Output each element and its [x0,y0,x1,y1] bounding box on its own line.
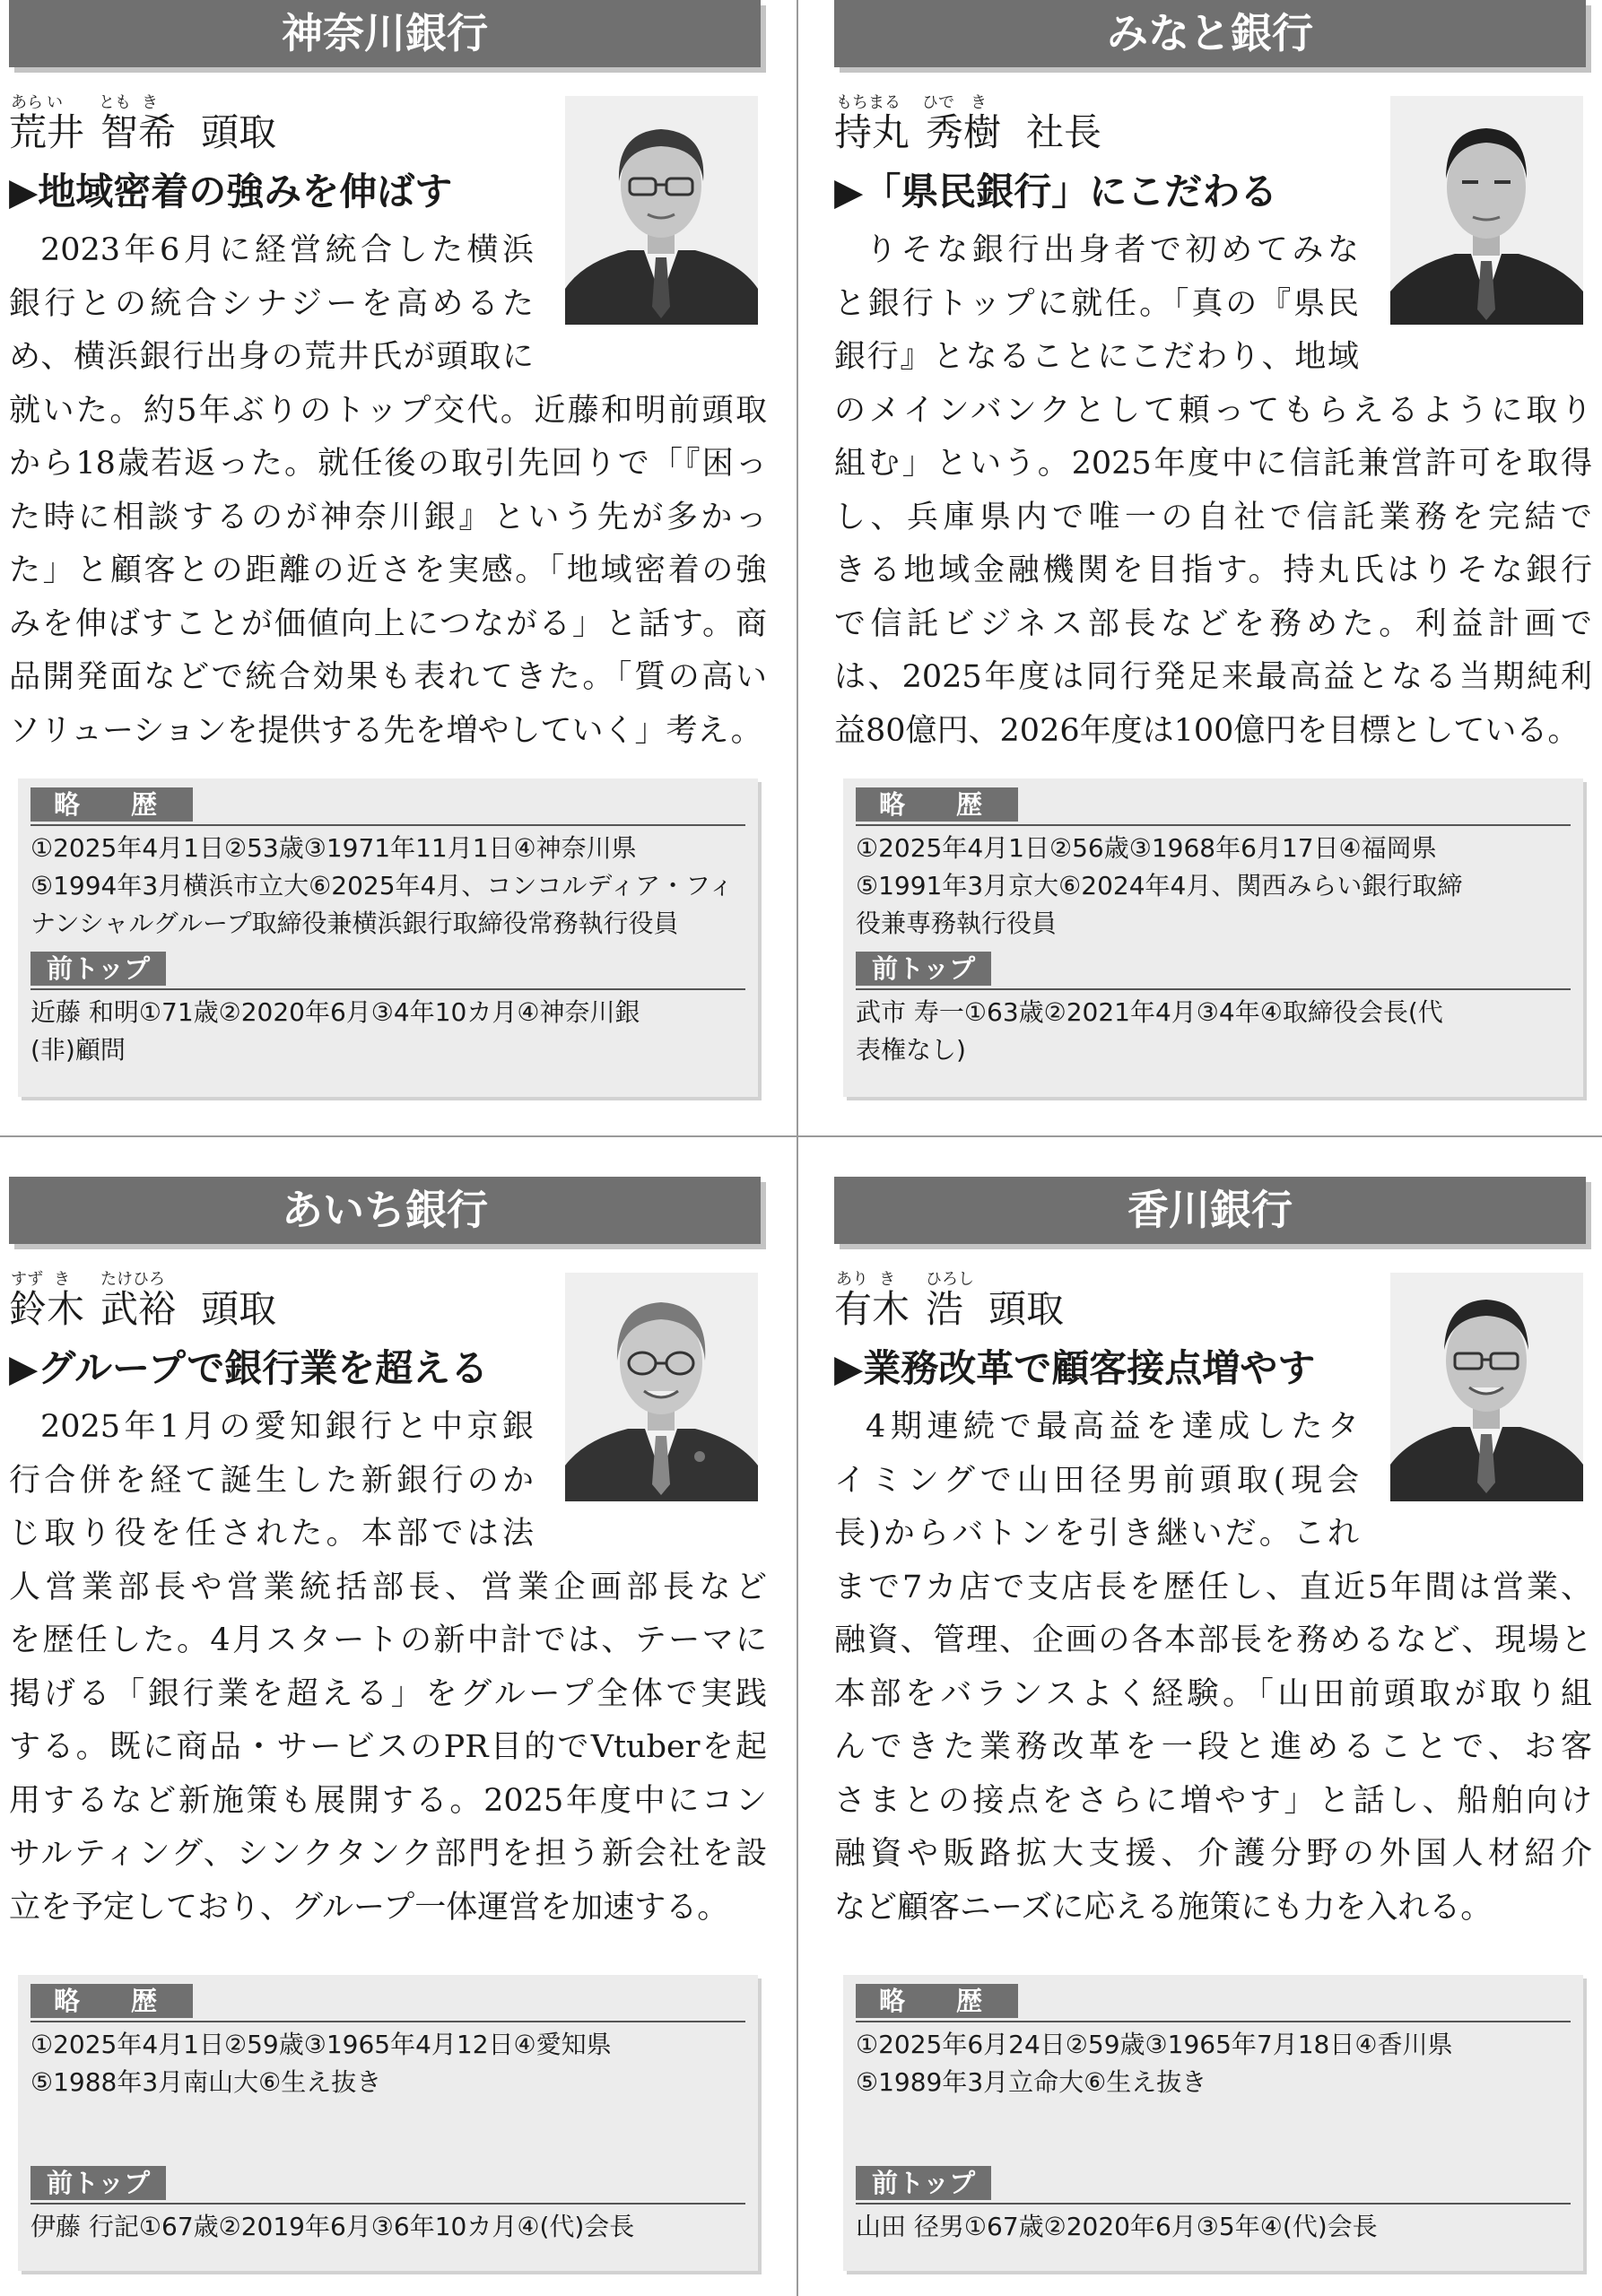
spacer [856,2101,1571,2157]
article-body [834,1401,1592,1935]
article-body [834,224,1592,758]
bank-profile-kagawa [834,1177,1592,2284]
body-line: め、横浜銀行出身の荒井氏が頭取に [9,339,534,375]
body-line: 2025年1月の愛知銀行と中京銀 [40,1409,534,1445]
prev-top-line: 伊藤 行記①67歳②2019年6月③6年10カ月④(代)会長 [30,2212,635,2241]
body-line: ソリューションを提供する先を増やしていく」考え。 [9,712,762,749]
ruby-text: ひろし [926,1270,974,1289]
job-title: 社長 [1026,110,1102,154]
body-line: さまとの接点をさらに増やす」と話し、船舶向け [834,1782,1592,1819]
body-line: で信託ビジネス部長などを務めた。利益計画で [834,605,1592,642]
surname: 有木 [834,1287,910,1331]
spacer [30,2101,745,2157]
career-label: 略 歴 [856,787,1018,822]
career-line: 役兼専務執行役員 [856,909,1058,938]
divider [856,988,1571,990]
career-box [18,778,758,1097]
prev-top-line: (非)顧問 [30,1035,126,1065]
career-box [843,778,1583,1097]
body-line: 人営業部長や営業統括部長、営業企画部長など [9,1569,767,1605]
ruby-text: き [142,93,158,112]
prev-top-line: 山田 径男①67歳②2020年6月③5年④(代)会長 [856,2212,1378,2241]
body-line: 就いた。約5年ぶりのトップ交代。近藤和明前頭取 [9,392,767,429]
body-line: んできた業務改革を一段と進めることで、お客 [834,1729,1592,1765]
headline: ▶業務改革で顧客接点増やす [834,1346,1316,1390]
body-line: 4期連続で最高益を達成したタ [866,1409,1359,1445]
body-line: 益80億円、2026年度は100億円を目標としている。 [834,712,1580,749]
career-box [18,1975,758,2271]
body-line: から18歳若返った。就任後の取引先回りで「『困っ [9,446,767,482]
career-line: ①2025年4月1日②59歳③1965年4月12日④愛知県 [30,2030,612,2059]
prev-top-label: 前トップ [30,2166,166,2200]
prev-top-label: 前トップ [30,952,166,986]
prev-top-line: 武市 寿一①63歳②2021年4月③4年④取締役会長(代 [856,997,1443,1027]
body-line: する。既に商品・サービスのPR目的でVtuberを起 [9,1729,767,1765]
body-line: 融資や販路拡大支援、介護分野の外国人材紹介 [834,1836,1592,1872]
career-label: 略 歴 [30,1984,193,2018]
divider [30,2021,745,2022]
prev-top-label: 前トップ [856,2166,991,2200]
name-reading [836,1266,1374,1289]
given-name: 浩 [926,1287,964,1331]
prev-top-line: 近藤 和明①71歳②2020年6月③4年10カ月④神奈川銀 [30,997,640,1027]
body-line: 掲げる「銀行業を超える」をグループ全体で実践 [9,1675,767,1712]
given-name: 武裕 [100,1287,177,1331]
ruby-text: あら [11,93,43,112]
body-line: イミングで山田径男前頭取(現会 [834,1462,1359,1499]
career-line: ⑤1989年3月立命大⑥生え抜き [856,2067,1207,2097]
body-line: た時に相談するのが神奈川銀』という先が多かっ [9,499,767,535]
given-name: 智希 [100,110,177,154]
ruby-text: もちまる [836,93,901,112]
name-reading [11,90,549,112]
name-reading [11,1266,549,1289]
executive-name [834,109,1101,156]
ruby-text: とも [99,93,131,112]
body-line: など顧客ニーズに応える施策にも力を入れる。 [834,1889,1493,1926]
divider [30,2203,745,2205]
ruby-text: き [879,1270,895,1289]
article-body [9,1401,767,1935]
body-line: りそな銀行出身者で初めてみな [866,232,1359,268]
body-line: サルティング、シンクタンク部門を担う新会社を設 [9,1836,767,1872]
name-reading [836,90,1374,112]
body-line: 組む」という。2025年度中に信託兼営許可を取得 [834,446,1592,482]
body-line: 銀行との統合シナジーを高めるた [9,285,534,322]
headline: ▶地域密着の強みを伸ばす [9,170,453,213]
bank-profile-kanagawa [9,0,767,1108]
bank-profile-minato [834,0,1592,1108]
row-divider [0,1135,1602,1137]
ruby-text: き [971,93,987,112]
career-line: ①2025年4月1日②53歳③1971年11月1日④神奈川県 [30,833,637,863]
career-line: ⑤1994年3月横浜市立大⑥2025年4月、コンコルディア・フィ [30,871,734,900]
ruby-text: すず [11,1270,44,1289]
column-divider [797,0,798,2296]
body-line: 品開発面などで統合効果も表れてきた。「質の高い [9,659,767,695]
executive-name [834,1286,1064,1333]
body-line: じ取り役を任された。本部では法 [9,1516,534,1552]
bank-name-header: みなと銀行 [834,0,1586,67]
executive-name [9,109,276,156]
ruby-text: ひで [922,93,954,112]
body-line: 用するなど新施策も展開する。2025年度中にコン [9,1782,767,1819]
body-line: 2023年6月に経営統合した横浜 [40,232,534,268]
executive-name [9,1286,276,1333]
ruby-text: き [54,1270,70,1289]
body-line: のメインバンクとして頼ってもらえるように取り [834,392,1592,429]
career-line: ①2025年6月24日②59歳③1965年7月18日④香川県 [856,2030,1453,2059]
body-line: し、兵庫県内で唯一の自社で信託業務を完結で [834,499,1592,535]
career-line: ナンシャルグループ取締役兼横浜銀行取締役常務執行役員 [30,909,679,938]
divider [30,988,745,990]
job-title: 頭取 [988,1287,1065,1331]
body-line: は、2025年度は同行発足来最高益となる当期純利 [834,659,1592,695]
ruby-text: あり [836,1270,868,1289]
body-line: きる地域金融機関を目指す。持丸氏はりそな銀行 [834,552,1592,588]
bank-profile-aichi [9,1177,767,2284]
surname: 持丸 [834,110,910,154]
ruby-text: たけひろ [100,1270,165,1289]
body-line: 行合併を経て誕生した新銀行のか [9,1462,534,1499]
body-line: 長)からバトンを引き継いだ。これ [834,1516,1359,1552]
career-box [843,1975,1583,2271]
career-line: ①2025年4月1日②56歳③1968年6月17日④福岡県 [856,833,1437,863]
given-name: 秀樹 [926,110,1002,154]
body-line: た」と顧客との距離の近さを実感。「地域密着の強 [9,552,767,588]
prev-top-label: 前トップ [856,952,991,986]
body-line: と銀行トップに就任。「真の『県民 [834,285,1359,322]
body-line: 立を予定しており、グループ一体運営を加速する。 [9,1889,729,1926]
body-line: 本部をバランスよく経験。「山田前頭取が取り組 [834,1675,1592,1712]
career-line: ⑤1988年3月南山大⑥生え抜き [30,2067,382,2097]
job-title: 頭取 [201,1287,277,1331]
headline: ▶グループで銀行業を超える [9,1346,489,1390]
bank-name-header: 香川銀行 [834,1177,1586,1244]
divider [856,824,1571,826]
career-line: ⑤1991年3月京大⑥2024年4月、関西みらい銀行取締 [856,871,1463,900]
surname: 荒井 [9,110,85,154]
headline: ▶「県民銀行」にこだわる [834,170,1278,213]
body-line: まで7カ店で支店長を歴任し、直近5年間は営業、 [834,1569,1592,1605]
ruby-text: い [47,93,63,112]
body-line: みを伸ばすことが価値向上につながる」と話す。商 [9,605,767,642]
body-line: 銀行』となることにこだわり、地域 [834,339,1359,375]
career-label: 略 歴 [30,787,193,822]
bank-name-header: あいち銀行 [9,1177,761,1244]
article-body [9,224,767,758]
career-label: 略 歴 [856,1984,1018,2018]
body-line: を歴任した。4月スタートの新中計では、テーマに [9,1622,767,1658]
surname: 鈴木 [9,1287,85,1331]
divider [30,824,745,826]
body-line: 融資、管理、企画の各本部長を務めるなど、現場と [834,1622,1592,1658]
divider [856,2021,1571,2022]
job-title: 頭取 [201,110,277,154]
divider [856,2203,1571,2205]
bank-name-header: 神奈川銀行 [9,0,761,67]
prev-top-line: 表権なし) [856,1035,966,1065]
